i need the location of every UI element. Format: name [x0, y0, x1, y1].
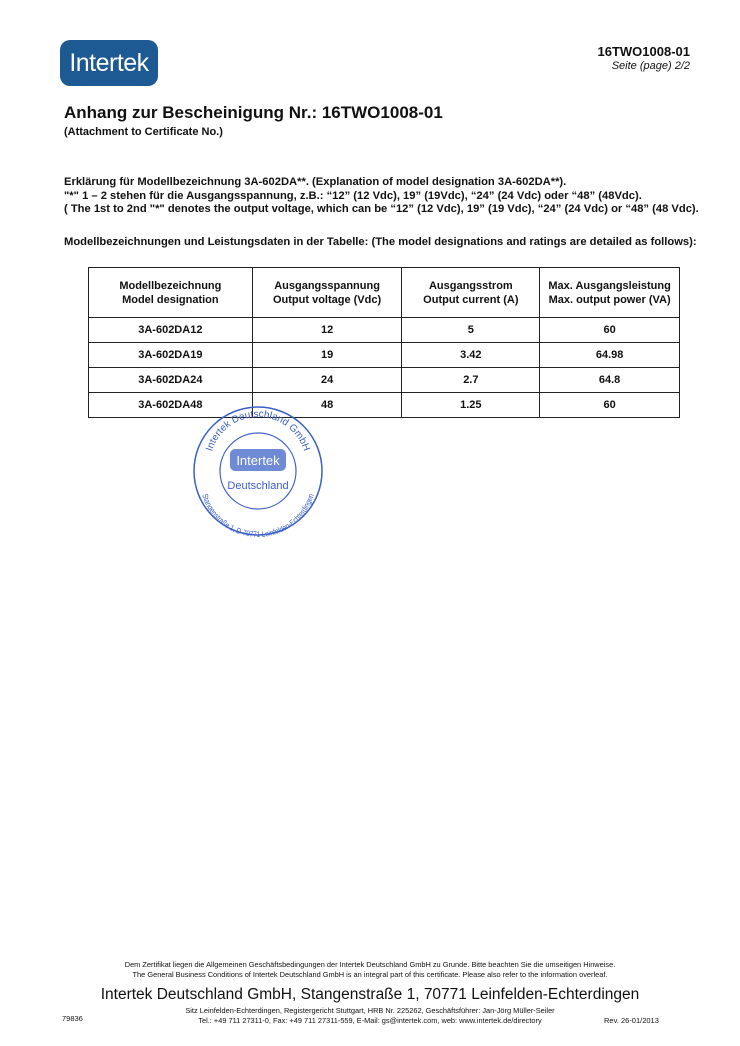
contact-info: Tel.: +49 711 27311-0, Fax: +49 711 27311-559, E-Mail: gs@intertek.com, web: www.intertek.de/directory — [198, 1016, 542, 1025]
explanation-line: "*" 1 – 2 stehen für die Ausgangsspannung, z.B.: “12” (12 Vdc), 19” (19Vdc), “24” (24 Vdc) oder “48” (48Vdc). — [64, 189, 642, 202]
table-cell: 3A-602DA19 — [89, 343, 253, 368]
model-explanation — [64, 176, 699, 217]
column-header-line: Ausgangsstrom — [428, 279, 513, 292]
svg-text:Intertek: Intertek — [236, 453, 280, 468]
intertek-logo: Intertek — [60, 40, 158, 86]
table-cell: 48 — [252, 393, 402, 418]
column-header — [402, 268, 540, 318]
table-cell: 3.42 — [402, 343, 540, 368]
table-cell: 3A-602DA24 — [89, 368, 253, 393]
column-header-line: Output current (A) — [423, 293, 519, 306]
terms-en: The General Business Conditions of Intertek Deutschland GmbH is an integral part of this certificate. Please also refer to the information overleaf. — [132, 970, 608, 979]
table-intro: Modellbezeichnungen und Leistungsdaten in der Tabelle: (The model designations and ratings are detailed as follows): — [64, 236, 697, 248]
table-cell: 19 — [252, 343, 402, 368]
table-cell: 24 — [252, 368, 402, 393]
ratings-table — [88, 267, 680, 418]
company-stamp — [190, 403, 326, 539]
column-header-line: Max. output power (VA) — [548, 293, 671, 306]
registry-info: Sitz Leinfelden-Echterdingen, Registergericht Stuttgart, HRB Nr. 225262, Geschäftsführer: Jan-Jörg Müller-Seiler — [185, 1006, 555, 1015]
page-title: Anhang zur Bescheinigung Nr.: 16TWO1008-01 — [64, 103, 443, 122]
table-cell: 3A-602DA48 — [89, 393, 253, 418]
table-cell: 60 — [540, 318, 680, 343]
table-cell: 5 — [402, 318, 540, 343]
column-header-line: Modellbezeichnung — [119, 279, 222, 292]
svg-text:Stangenstraße 1, D-70771 Leinf: Stangenstraße 1, D-70771 Leinfelden-Echterdingen — [200, 491, 317, 539]
column-header — [252, 268, 402, 318]
column-header — [89, 268, 253, 318]
terms-notice — [0, 960, 740, 980]
table-cell: 1.25 — [402, 393, 540, 418]
column-header-line: Max. Ausgangsleistung — [548, 279, 671, 292]
company-address: Intertek Deutschland GmbH, Stangenstraße 1, 70771 Leinfelden-Echterdingen — [100, 986, 640, 1003]
table-row — [89, 318, 680, 343]
column-header-line: Model designation — [122, 293, 219, 306]
certificate-number: 16TWO1008-01 — [597, 44, 690, 59]
table-row — [89, 343, 680, 368]
table-row — [89, 368, 680, 393]
table-cell: 2.7 — [402, 368, 540, 393]
revision: Rev. 26-01/2013 — [604, 1016, 659, 1025]
svg-text:Intertek Deutschland GmbH: Intertek Deutschland GmbH — [204, 408, 312, 453]
page-number: Seite (page) 2/2 — [611, 60, 690, 72]
terms-de: Dem Zertifikat liegen die Allgemeinen Geschäftsbedingungen der Intertek Deutschland GmbH zu Grunde. Bitte beachten Sie die umseitigen Hinweise. — [124, 960, 616, 969]
table-cell: 64.98 — [540, 343, 680, 368]
explanation-line: Erklärung für Modellbezeichnung 3A-602DA**. (Explanation of model designation 3A-602DA**). — [64, 176, 567, 188]
column-header-line: Ausgangsspannung — [274, 279, 380, 292]
table-cell: 3A-602DA12 — [89, 318, 253, 343]
column-header — [540, 268, 680, 318]
svg-text:Deutschland: Deutschland — [227, 480, 289, 492]
table-cell: 12 — [252, 318, 402, 343]
table-cell: 64.8 — [540, 368, 680, 393]
page-subtitle: (Attachment to Certificate No.) — [64, 126, 223, 138]
explanation-line: ( The 1st to 2nd "*" denotes the output voltage, which can be “12” (12 Vdc), 19” (19 Vdc), “24” (24 Vdc) or “48” (48 Vdc). — [64, 203, 699, 215]
table-cell: 60 — [540, 393, 680, 418]
column-header-line: Output voltage (Vdc) — [272, 293, 382, 306]
table-row — [89, 393, 680, 418]
form-number: 79836 — [62, 1014, 83, 1023]
